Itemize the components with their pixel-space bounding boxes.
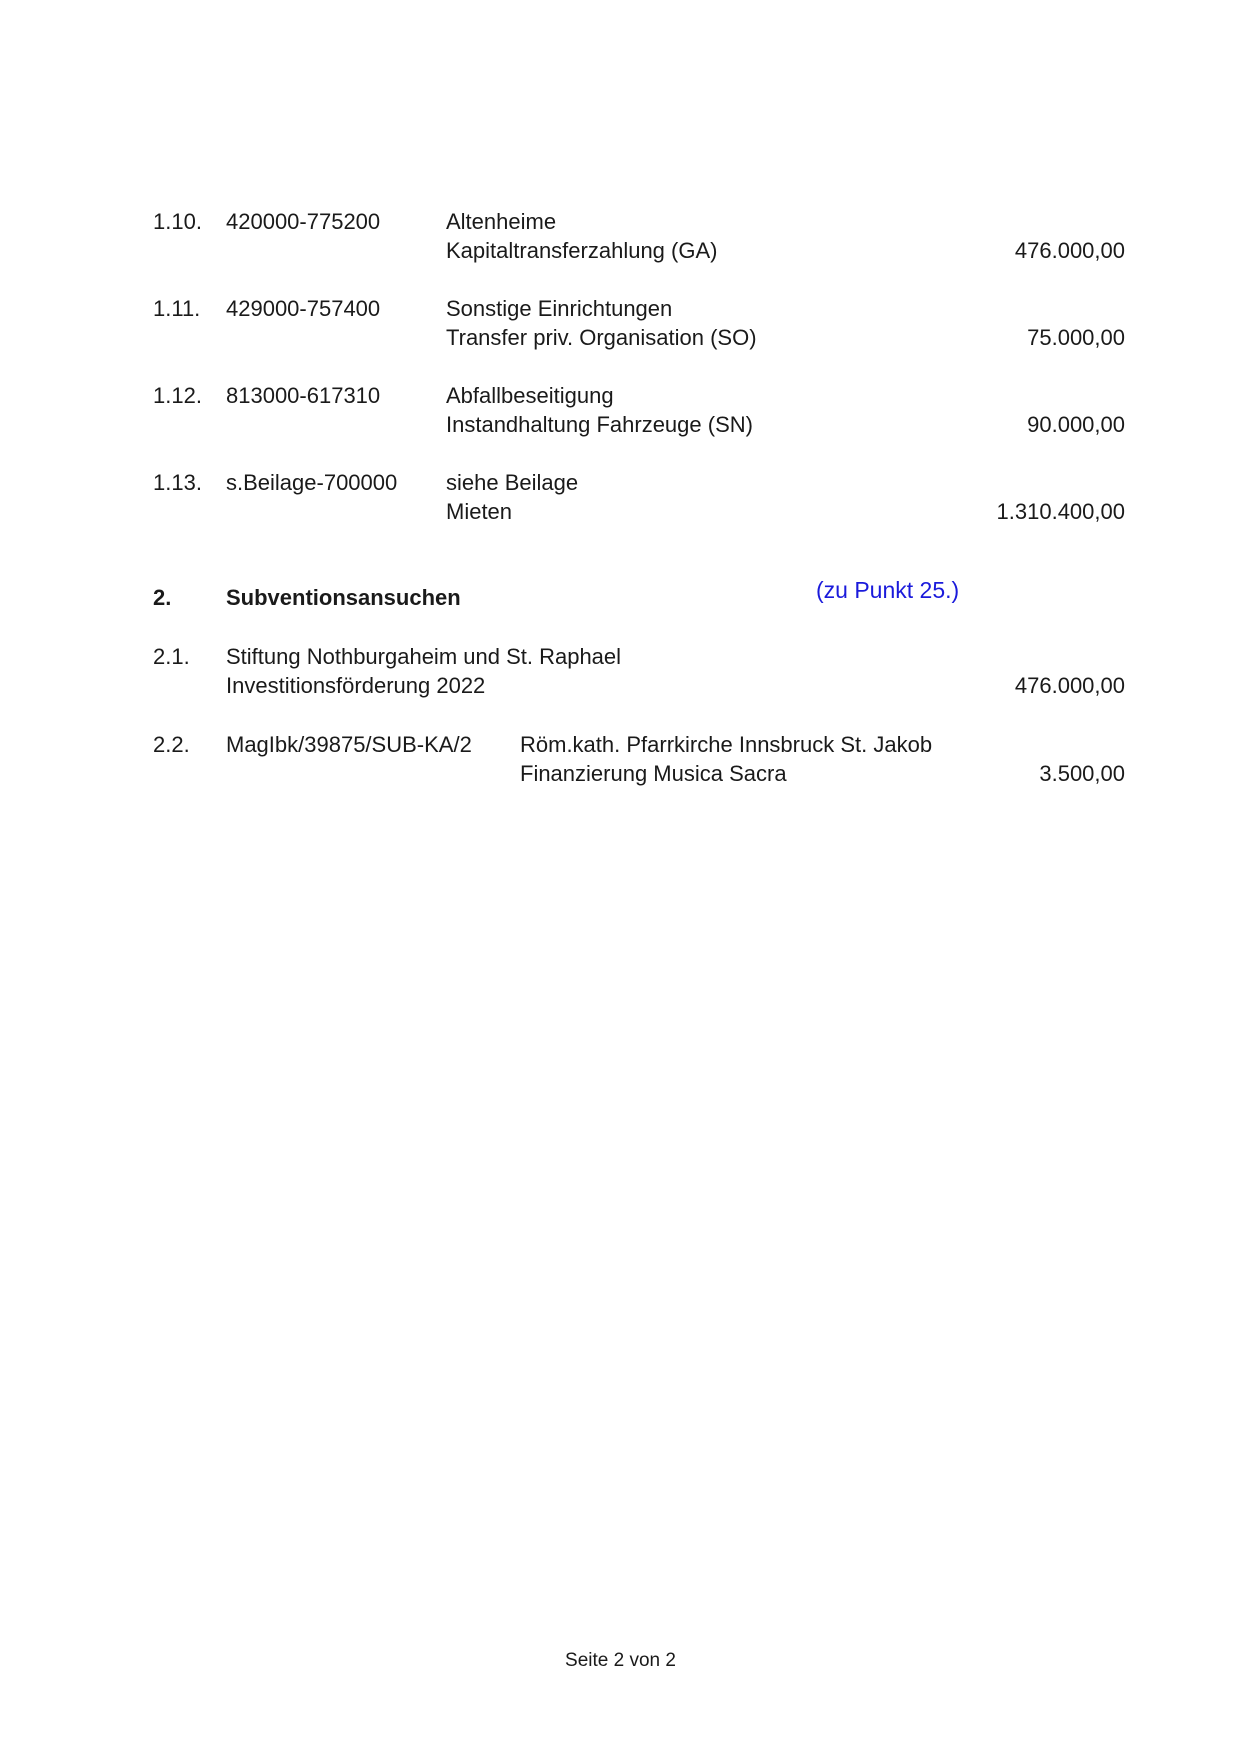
section-number: 2. [153,585,172,610]
entry-description: Transfer priv. Organisation (SO) [446,325,757,350]
entry-description: Kapitaltransferzahlung (GA) [446,238,718,263]
entry-amount: 90.000,00 [1027,412,1125,437]
entry-number: 1.12. [153,383,202,408]
account-code: 813000-617310 [226,383,381,408]
entry-description: Mieten [446,499,513,524]
entry-amount: 1.310.400,00 [996,499,1125,524]
entry-number: 2.1. [153,644,190,669]
entry-number: 1.10. [153,209,202,234]
entry-amount: 3.500,00 [1039,761,1125,786]
entry-description: Investitionsförderung 2022 [226,673,486,698]
entry-amount: 476.000,00 [1014,673,1125,698]
entry-description: Finanzierung Musica Sacra [520,761,787,786]
reference-code: MagIbk/39875/SUB-KA/2 [226,732,472,757]
entry-category: Sonstige Einrichtungen [446,296,673,321]
recipient-name: Stiftung Nothburgaheim und St. Raphael [226,644,622,669]
entry-number: 2.2. [153,732,190,757]
entry-number: 1.13. [153,470,202,495]
section-title: Subventionsansuchen [226,585,461,610]
entry-amount: 75.000,00 [1027,325,1125,350]
recipient-name: Röm.kath. Pfarrkirche Innsbruck St. Jakob [520,732,933,757]
entry-description: Instandhaltung Fahrzeuge (SN) [446,412,753,437]
entry-amount: 476.000,00 [1014,238,1125,263]
agenda-point-link[interactable]: (zu Punkt 25.) [816,577,960,603]
entry-category: Altenheime [446,209,557,234]
account-code: s.Beilage-700000 [226,470,398,495]
page-number: Seite 2 von 2 [565,1650,676,1671]
entry-category: siehe Beilage [446,470,579,495]
account-code: 420000-775200 [226,209,381,234]
account-code: 429000-757400 [226,296,381,321]
entry-category: Abfallbeseitigung [446,383,614,408]
entry-number: 1.11. [153,296,201,321]
